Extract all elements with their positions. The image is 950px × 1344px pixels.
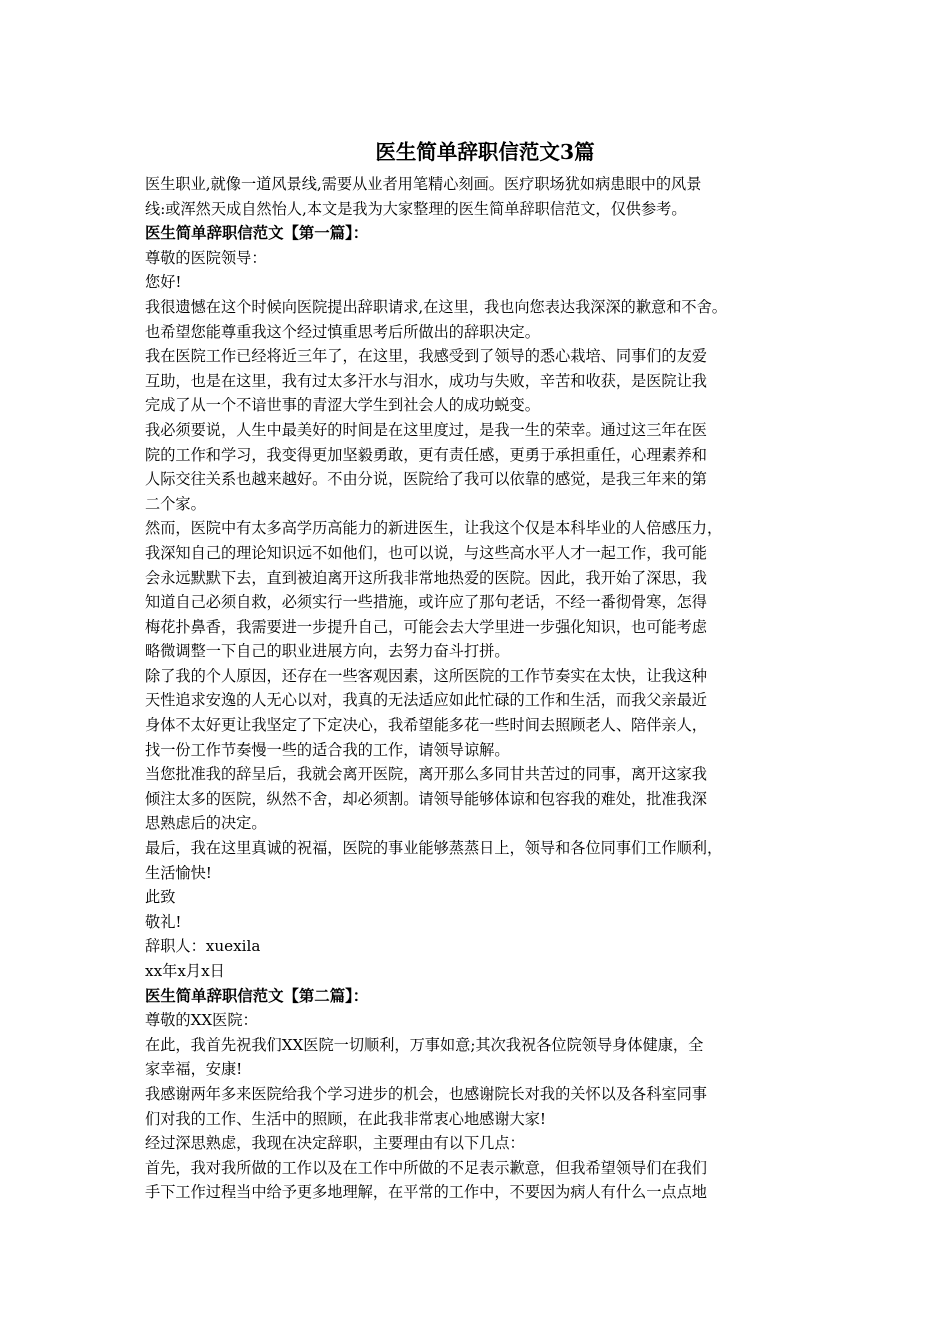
- text-line: 也希望您能尊重我这个经过慎重思考后所做出的辞职决定。: [145, 322, 540, 341]
- document-title: 医生简单辞职信范文3篇: [375, 140, 595, 164]
- text-line: xx年x月x日: [145, 962, 225, 980]
- text-line: 我必须要说，人生中最美好的时间是在这里度过，是我一生的荣幸。通过这三年在医: [145, 420, 707, 439]
- text-line: 线:或浑然天成自然怡人,本文是我为大家整理的医生简单辞职信范文，仅供参考。: [145, 199, 687, 218]
- text-line: 我感谢两年多来医院给我个学习进步的机会，也感谢院长对我的关怀以及各科室同事: [145, 1084, 707, 1103]
- body-paragraph: [145, 1082, 825, 1131]
- text-line: 互助，也是在这里，我有过太多汗水与泪水，成功与失败，辛苦和收获，是医院让我: [145, 371, 707, 390]
- text-line: 思熟虑后的决定。: [145, 814, 267, 833]
- body-paragraph: [145, 295, 825, 344]
- text-line: 我在医院工作已经将近三年了，在这里，我感受到了领导的悉心栽培、同事们的友爱: [145, 347, 707, 366]
- text-line: 辞职人：xuexila: [145, 937, 261, 956]
- text-line: 尊敬的医院领导：: [145, 248, 267, 267]
- text-line: 院的工作和学习，我变得更加坚毅勇敢，更有责任感，更勇于承担重任，心理素养和: [145, 445, 707, 464]
- text-line: 您好!: [145, 273, 182, 292]
- text-line: 会永远默默下去，直到被迫离开这所我非常地热爱的医院。因此，我开始了深思，我: [145, 568, 707, 587]
- text-line: 生活愉快!: [145, 863, 212, 882]
- body-paragraph: [145, 959, 825, 984]
- text-line: 倾注太多的医院，纵然不舍，却必须割。请领导能够体谅和包容我的难处，批准我深: [145, 789, 707, 808]
- text-line: 们对我的工作、生活中的照顾，在此我非常衷心地感谢大家!: [145, 1109, 546, 1128]
- text-line: 此致: [145, 888, 176, 907]
- body-paragraph: [145, 910, 825, 935]
- text-line: 人际交往关系也越来越好。不由分说，医院给了我可以依靠的感觉，是我三年来的第: [145, 470, 707, 489]
- body-paragraph: [145, 934, 825, 959]
- text-line: 尊敬的XX医院：: [145, 1011, 258, 1030]
- text-line: 找一份工作节奏慢一些的适合我的工作，请领导谅解。: [145, 740, 510, 759]
- body-paragraph: [145, 836, 825, 885]
- text-line: 最后，我在这里真诚的祝福，医院的事业能够蒸蒸日上，领导和各位同事们工作顺利，: [145, 839, 723, 858]
- text-line: 家幸福，安康!: [145, 1060, 243, 1079]
- document-page: [145, 136, 825, 1205]
- body-paragraph: [145, 1033, 825, 1082]
- text-line: 医生职业,就像一道风景线,需要从业者用笔精心刻画。医疗职场犹如病患眼中的风景: [145, 175, 702, 193]
- text-line: 完成了从一个不谙世事的青涩大学生到社会人的成功蜕变。: [145, 396, 540, 415]
- text-line: 略微调整一下自己的职业进展方向，去努力奋斗打拼。: [145, 642, 510, 661]
- text-line: 在此，我首先祝我们XX医院一切顺利，万事如意;其次我祝各位院领导身体健康，全: [145, 1035, 704, 1054]
- text-line: 天性追求安逸的人无心以对，我真的无法适应如此忙碌的工作和生活，而我父亲最近: [145, 691, 707, 710]
- body-paragraph: [145, 885, 825, 910]
- text-line: 敬礼!: [145, 912, 182, 931]
- text-line: 经过深思熟虑，我现在决定辞职，主要理由有以下几点：: [145, 1134, 525, 1153]
- text-line: 我很遗憾在这个时候向医院提出辞职请求,在这里，我也向您表达我深深的歉意和不舍。: [145, 297, 727, 316]
- text-line: 身体不太好更让我坚定了下定决心，我希望能多花一些时间去照顾老人、陪伴亲人，: [145, 716, 707, 735]
- body-paragraph: [145, 246, 825, 271]
- body-paragraph: [145, 516, 825, 664]
- body-paragraph: [145, 762, 825, 836]
- body-paragraph: [145, 270, 825, 295]
- section-heading: 医生简单辞职信范文【第二篇】：: [145, 986, 369, 1005]
- body-paragraph: [145, 1008, 825, 1033]
- body-paragraph: [145, 1131, 825, 1156]
- text-line: 当您批准我的辞呈后，我就会离开医院，离开那么多同甘共苦过的同事，离开这家我: [145, 765, 707, 784]
- intro-paragraph: [145, 172, 825, 221]
- body-paragraph: [145, 1156, 825, 1205]
- text-line: 知道自己必须自救，必须实行一些措施，或许应了那句老话，不经一番彻骨寒，怎得: [145, 593, 707, 612]
- body-paragraph: [145, 664, 825, 762]
- text-line: 除了我的个人原因，还存在一些客观因素，这所医院的工作节奏实在太快，让我这种: [145, 666, 707, 685]
- text-line: 我深知自己的理论知识远不如他们，也可以说，与这些高水平人才一起工作，我可能: [145, 543, 707, 562]
- text-line: 手下工作过程当中给予更多地理解，在平常的工作中，不要因为病人有什么一点点地: [145, 1183, 707, 1202]
- section-heading: 医生简单辞职信范文【第一篇】：: [145, 224, 369, 243]
- body-paragraph: [145, 418, 825, 516]
- text-line: 梅花扑鼻香，我需要进一步提升自己，可能会去大学里进一步强化知识，也可能考虑: [145, 617, 707, 636]
- text-line: 然而，医院中有太多高学历高能力的新进医生，让我这个仅是本科毕业的人倍感压力，: [145, 519, 723, 538]
- body-paragraph: [145, 344, 825, 418]
- text-line: 二个家。: [145, 494, 206, 513]
- text-line: 首先，我对我所做的工作以及在工作中所做的不足表示歉意，但我希望领导们在我们: [145, 1158, 707, 1177]
